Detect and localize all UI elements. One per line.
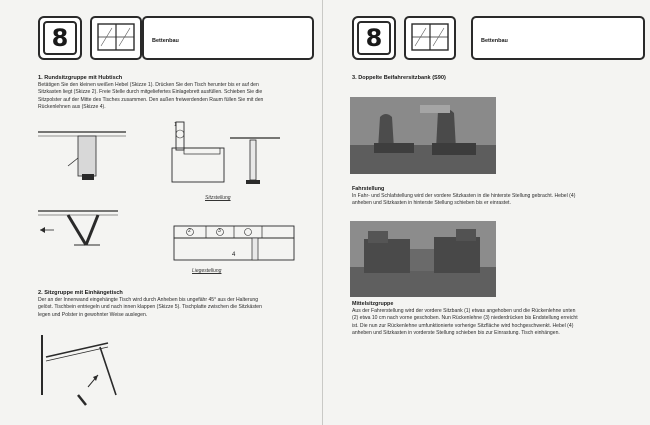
seat-photo-driving — [350, 97, 496, 174]
window-icon — [404, 16, 456, 60]
text-line: In Fahr- und Schlafstellung wird der vordere Sitzkasten in die hinterste Stellung gebracht. Hebel (4) — [352, 193, 576, 199]
photo-caption-text — [352, 308, 647, 337]
right-page — [325, 0, 650, 425]
text-line: Betätigen Sie den kleinen weißen Hebel (Skizze 1). Drücken Sie den Tisch herunter bis er auf den — [38, 82, 259, 88]
part-number: 4 — [232, 252, 236, 258]
sketch-bed-position — [170, 218, 300, 268]
text-line: Aus der Fahrerstellung wird der vordere Sitzbank (1) etwas angehoben und die Rückenlehne unten — [352, 308, 576, 314]
part-number: 1 — [174, 122, 177, 128]
sketch-seating-position — [170, 118, 300, 198]
sketch-label-seating: Sitzstellung — [205, 195, 231, 201]
header-title: Bettenbau — [152, 38, 179, 44]
seat-photo-center-group — [350, 221, 496, 297]
header-title: Bettenbau — [481, 38, 508, 44]
chapter-number-box — [38, 16, 82, 60]
photo-caption-text — [352, 193, 644, 208]
text-line: Rückenlehnen aus (Skizze 4). — [38, 103, 106, 110]
sketch-label-bed: Liegestellung — [192, 268, 222, 274]
chapter-number: 8 — [357, 21, 391, 55]
section-paragraph — [38, 297, 318, 319]
text-line: anheben und Sitzkasten in hinterste Stellung schieben bis er einrastet. — [352, 200, 511, 207]
text-line: Der an der Innenwand eingehängte Tisch wird durch Anheben bis ungefähr 45° aus der Halterung — [38, 297, 259, 303]
sketch-lowered-table — [38, 205, 128, 275]
text-line: anheben und Sitzkasten in vorderste Stellung schieben bis zur Einrastung. Tisch einhängen. — [352, 329, 560, 336]
sketch-hanging-table — [38, 335, 138, 410]
page-divider — [322, 0, 323, 425]
text-line: Sitzpolster auf der Mitte des Tisches zusammen. Den außen freiwerdenden Raum füllen Sie mit den — [38, 96, 264, 103]
sketch-table-lever — [38, 118, 128, 188]
chapter-number-box — [352, 16, 396, 60]
part-number: 2 — [188, 228, 191, 234]
window-icon — [90, 16, 142, 60]
section-heading: 2. Sitzgruppe mit Einhängetisch — [38, 290, 123, 296]
part-number: 3 — [218, 228, 221, 234]
header-title-box — [471, 16, 645, 60]
chapter-number: 8 — [43, 21, 77, 55]
text-line: legen und Polster in gewohnter Weise auslegen. — [38, 311, 148, 318]
text-line: gelöst. Tischbein entriegeln und nach innen klappen (Skizze 5). Tischplatte zwischen die Sitzkästen — [38, 304, 262, 311]
text-line: ist. Die nun zur Rückenlehne umfunktionierte vorherige Sitzfläche wird hochgeschwenkt. Hebel (4) — [352, 322, 574, 329]
section-heading: 3. Doppelte Beifahrersitzbank (S90) — [352, 75, 446, 81]
text-line: (2) etwa 10 cm nach vorne geschoben. Nun Rückenlehne (3) niederdrücken bis Endstellung erreicht — [352, 315, 578, 322]
text-line: Sitzkasten liegt (Skizze 2). Freie Stelle durch mitgeliefertes Einlagebrett ausfüllen. Schieben Sie die — [38, 89, 263, 96]
photo-caption: Fahrstellung — [352, 186, 385, 192]
photo-caption: Mittelsitzgruppe — [352, 301, 394, 307]
section-paragraph — [38, 82, 318, 111]
section-heading: 1. Rundsitzgruppe mit Hubtisch — [38, 75, 123, 81]
header-title-box — [142, 16, 314, 60]
